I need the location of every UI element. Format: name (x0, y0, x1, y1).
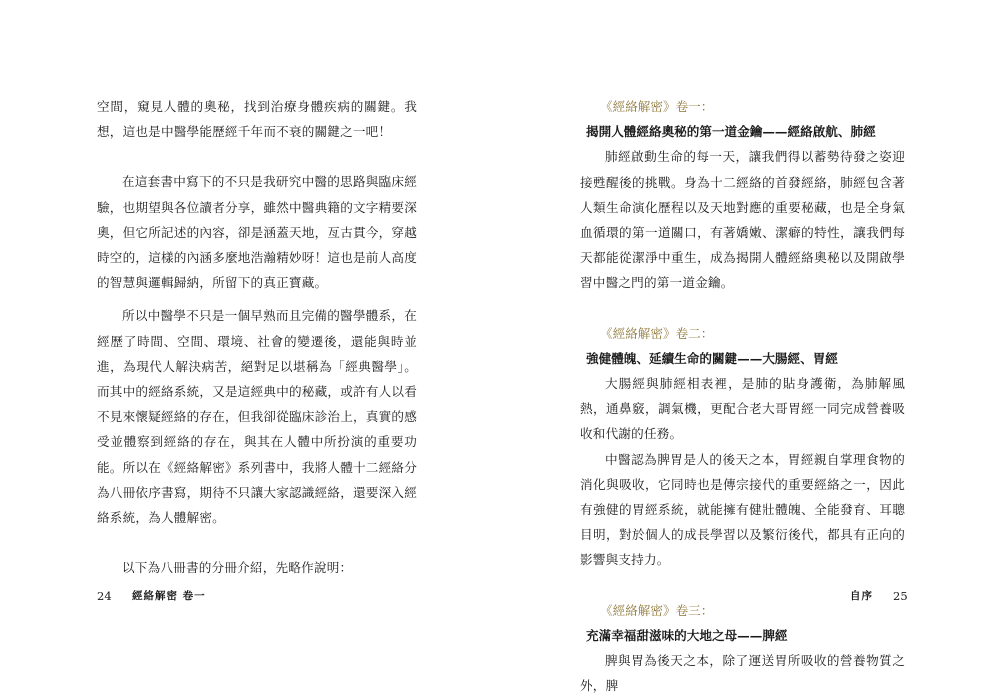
right-page (500, 0, 1000, 694)
page-number: 25 (893, 589, 908, 603)
paragraph: 所以中醫學不只是一個早熟而且完備的醫學體系，在經歷了時間、空間、環境、社會的變遷後，還能與時並進，為現代人解決病苦，絕對足以堪稱為「經典醫學」。而其中的經絡系統，又是這經典中的秘藏，或許有人以看不見來懷疑經絡的存在，但我卻從臨床診治上，真實的感受並體察到經絡的存在，與其在人體中所扮演的重要功能。所以在《經絡解密》系列書中，我將人體十二經絡分為八冊依序書寫，期待不只讓大家認識經絡，還要深入經絡系統，為人體解密。 (97, 308, 417, 526)
paragraph: 在這套書中寫下的不只是我研究中醫的思路與臨床經驗，也期望與各位讀者分享，雖然中醫典籍的文字精要深奧，但它所記述的內容，卻是涵蓋天地，亙古貫今，穿越時空的，這樣的內涵多麼地浩瀚精妙呀！這也是前人高度的智慧與邏輯歸納，所留下的真正寶藏。 (97, 174, 417, 291)
paragraph: 中醫認為脾胃是人的後天之本，胃經親自掌理食物的消化與吸收，它同時也是傳宗接代的重要經絡之一，因此有強健的胃經系統，就能擁有健壯體魄、全能發育、耳聰目明，對於個人的成長學習以及繁衍後代，都具有正向的影響與支持力。 (580, 451, 905, 568)
left-page-body (97, 94, 417, 580)
volume-section (580, 598, 905, 698)
volume-title: 《經絡解密》卷三： (600, 602, 714, 618)
volume-title: 《經絡解密》卷二： (600, 325, 714, 341)
page-number: 24 (97, 589, 112, 603)
paragraph: 脾與胃為後天之本，除了運送胃所吸收的營養物質之外，脾 (580, 653, 905, 694)
volume-section (580, 321, 905, 573)
paragraph: 大腸經與肺經相表裡，是肺的貼身護衛，為肺解風熱，通鼻竅，調氣機，更配合老大哥胃經一同完成營養吸收和代謝的任務。 (580, 376, 905, 442)
running-head: 自序 (850, 590, 873, 602)
volume-subtitle: 揭開人體經絡奧秘的第一道金鑰——經絡啟航、肺經 (586, 124, 876, 140)
paragraph: 肺經啟動生命的每一天，讓我們得以蓄勢待發之姿迎接甦醒後的挑戰。身為十二經絡的首發經絡，肺經包含著人類生命演化歷程以及天地對應的重要秘藏，也是全身氣血循環的第一道關口，有著嬌嫩、潔癖的特性，讓我們每天都能從潔淨中重生，成為揭開人體經絡奧秘以及開啟學習中醫之門的第一道金鑰。 (580, 149, 905, 291)
paragraph: 以下為八冊書的分冊介紹，先略作說明： (122, 560, 353, 576)
left-page (0, 0, 500, 647)
running-head: 經絡解密 卷一 (132, 590, 206, 602)
paragraph: 空間，窺見人體的奧秘，找到治療身體疾病的關鍵。我想，這也是中醫學能歷經千年而不衰的關鍵之一吧！ (97, 99, 417, 140)
right-page-body (580, 94, 905, 698)
volume-title: 《經絡解密》卷一： (600, 99, 714, 114)
volume-subtitle: 充滿幸福甜滋味的大地之母——脾經 (586, 627, 788, 643)
volume-subtitle: 強健體魄、延續生命的關鍵——大腸經、胃經 (586, 350, 838, 366)
volume-section (580, 94, 905, 296)
